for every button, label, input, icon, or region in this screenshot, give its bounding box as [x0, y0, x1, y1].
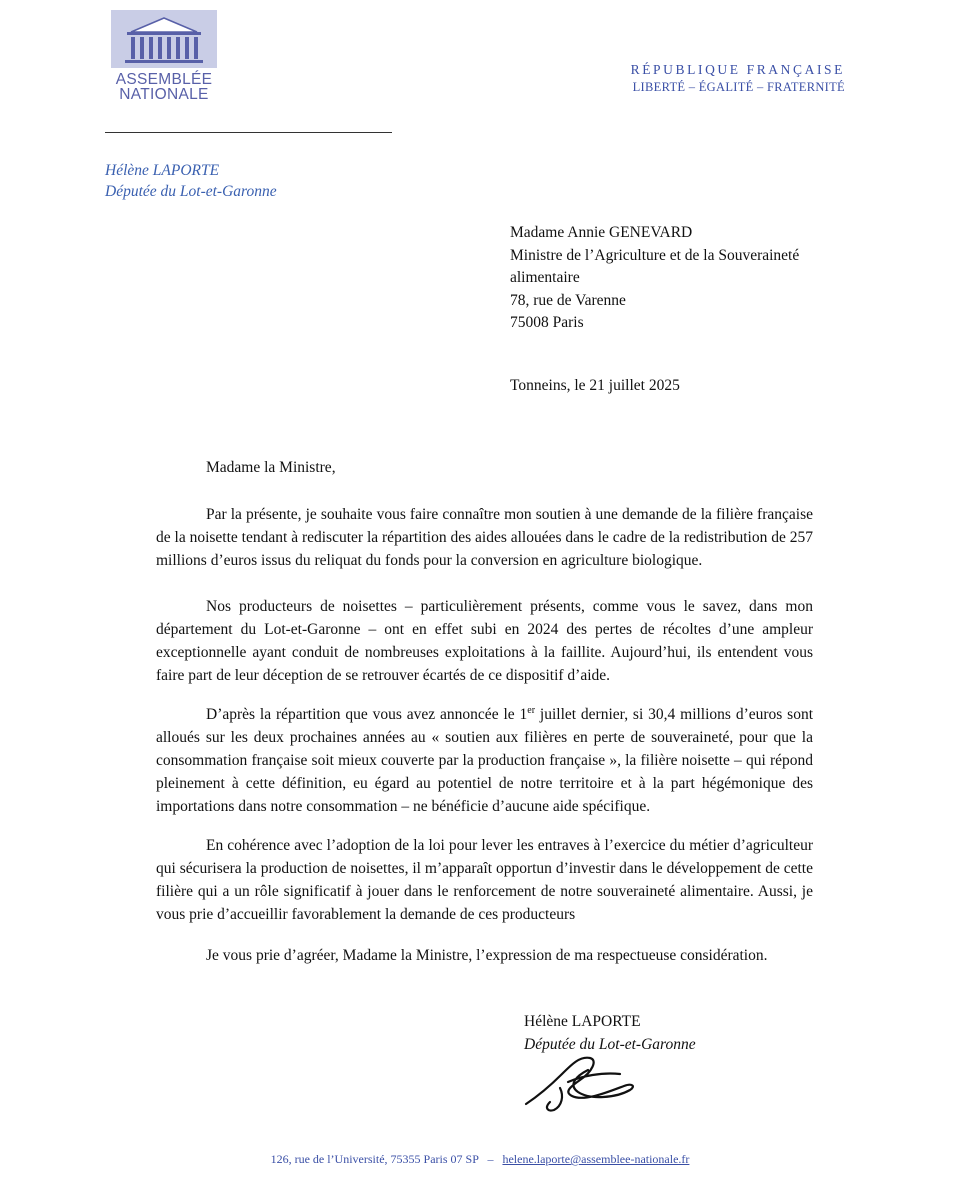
sender-title: Députée du Lot-et-Garonne: [105, 183, 277, 200]
recipient-street: 78, rue de Varenne: [510, 291, 626, 309]
body-paragraph-3: [156, 703, 813, 818]
recipient-name: Madame Annie GENEVARD: [510, 224, 693, 241]
assemblee-building-icon: [111, 10, 217, 68]
body-paragraph-2: Nos producteurs de noisettes – particulièrement présents, comme vous le savez, dans mon département du Lot-et-Garonne – ont en effet subi en 2024 des pertes de récoltes d’une ampleur exceptionnelle ayant conduit de nombreuses exploitations à la faillite. Aujourd’hui, ils entendent vous faire part de leur déception de se retrouver écartés de ce dispositif d’aide.: [156, 598, 813, 684]
salutation: Madame la Ministre,: [206, 459, 336, 476]
republic-motto: LIBERTÉ – ÉGALITÉ – FRATERNITÉ: [632, 80, 845, 94]
sender-block: [105, 160, 277, 202]
recipient-title-line-1: Ministre de l’Agriculture et de la Souveraineté: [510, 246, 800, 264]
assemblee-nationale-logo: [108, 10, 220, 102]
footer-email-link[interactable]: helene.laporte@assemblee-nationale.fr: [502, 1152, 690, 1166]
recipient-city: 75008 Paris: [510, 314, 584, 331]
footer: [0, 1152, 960, 1167]
signatory-name: Hélène LAPORTE: [524, 1013, 641, 1030]
header-divider: [105, 132, 392, 133]
logo-line-1: ASSEMBLÉE: [115, 71, 213, 88]
logo-line-2: NATIONALE: [119, 86, 209, 103]
republique-francaise: RÉPUBLIQUE FRANÇAISE: [630, 62, 845, 77]
sender-name: Hélène LAPORTE: [105, 162, 220, 179]
signature-block: [524, 1010, 696, 1056]
paragraph-3-start: D’après la répartition que vous avez annoncée le 1: [206, 706, 528, 723]
recipient-address: [510, 222, 799, 335]
closing-formula: Je vous prie d’agréer, Madame la Ministre, l’expression de ma respectueuse considération.: [206, 947, 768, 964]
handwritten-signature: [520, 1052, 655, 1112]
republique-header: [631, 62, 845, 95]
recipient-title-line-2: alimentaire: [510, 269, 580, 286]
body-paragraph-4: En cohérence avec l’adoption de la loi pour lever les entraves à l’exercice du métier d’agriculteur qui sécurisera la production de noisettes, il m’apparaît opportun d’investir dans le développement de cette filière qui a un rôle significatif à jouer dans le renforcement de notre souveraineté alimentaire. Aussi, je vous prie d’accueillir favorablement la demande de ces producteurs: [156, 837, 813, 923]
body-paragraph-1: Par la présente, je souhaite vous faire connaître mon soutien à une demande de la filière française de la noisette tendant à rediscuter la répartition des aides allouées dans le cadre de la redistribution de 257 millions d’euros issus du reliquat du fonds pour la conversion en agriculture biologique.: [156, 506, 813, 569]
paragraph-3-end: juillet dernier, si 30,4 millions d’euros sont alloués sur les deux prochaines années au « soutien aux filières en perte de souveraineté, pour que la consommation française soit mieux couverte par la production française », la filière noisette – qui répond pleinement à cette définition, eu égard au potentiel de notre territoire et à la part hégémonique des importations dans notre consommation – ne bénéficie d’aucune aide spécifique.: [156, 706, 814, 815]
footer-separator: –: [487, 1152, 494, 1166]
ordinal-superscript: er: [527, 704, 536, 716]
logo-wordmark: [108, 72, 220, 102]
signatory-title: Députée du Lot-et-Garonne: [524, 1036, 696, 1053]
footer-address: 126, rue de l’Université, 75355 Paris 07 SP: [270, 1152, 479, 1166]
letter-date: Tonneins, le 21 juillet 2025: [510, 377, 680, 394]
